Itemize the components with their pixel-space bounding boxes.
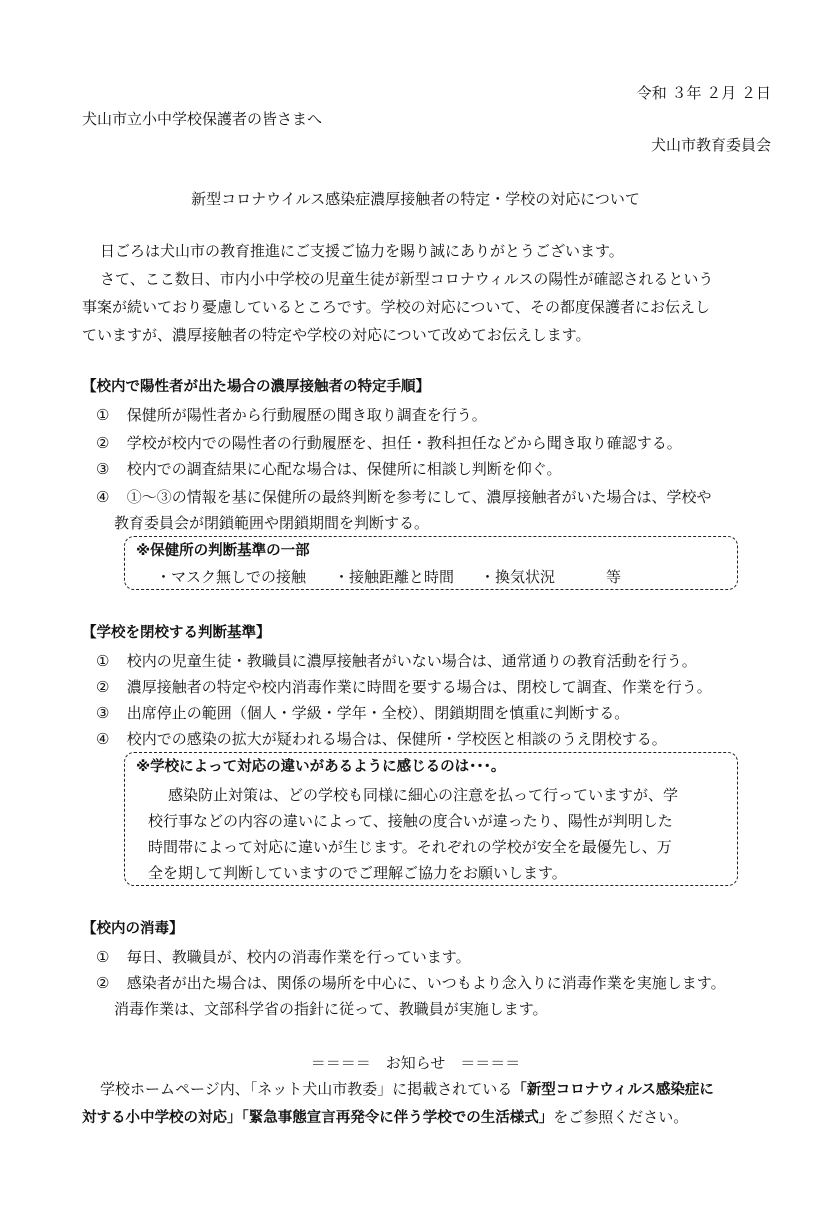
notice-emphasis: 「新型コロナウィルス感染症に [512,1082,714,1098]
item-text: 校内での調査結果に心配な場合は、保健所に相談し判断を仰ぐ。 [126,460,562,478]
explanation-box-title: ※学校によって対応の違いがあるように感じるのは･･･。 [136,759,506,775]
item-number: ③ [96,460,110,478]
intro-line-4: ていますが、濃厚接触者の特定や学校の対応について改めてお伝えします。 [82,326,591,344]
item-number: ② [96,678,110,696]
item-number: ① [96,948,110,966]
list-item [96,944,471,970]
section-heading-closure: 【学校を閉校する判断基準】 [82,625,271,641]
explanation-line-3: 時間帯によって対応に違いが生じます。それぞれの学校が安全を最優先し、万 [148,838,672,856]
criteria-etc: 等 [606,568,622,586]
item-number: ① [96,406,110,424]
criteria-item: ・換気状況 [480,568,556,586]
document-title: 新型コロナウイルス感染症濃厚接触者の特定・学校の対応について [191,190,640,208]
explanation-line-2: 校行事などの内容の違いによって、接触の度合いが違ったり、陽性が判明した [148,812,673,830]
notice-line-2 [82,1104,688,1131]
criteria-item: ・マスク無しでの接触 [156,568,307,586]
item-number: ④ [96,730,110,748]
list-item [96,456,561,482]
notice-text: をご参照ください。 [553,1108,689,1126]
explanation-line-1: 感染防止対策は、どの学校も同様に細心の注意を払って行っていますが、学 [168,786,679,804]
criteria-item: ・接触距離と時間 [334,568,455,586]
notice-heading: ＝＝＝＝ お知らせ ＝＝＝＝ [310,1054,521,1072]
list-item [96,648,697,674]
list-item [96,430,682,456]
recipient-line: 犬山市立小中学校保護者の皆さまへ [82,110,323,128]
item-text: 濃厚接触者の特定や校内消毒作業に時間を要する場合は、閉校して調査、作業を行う。 [126,678,712,696]
list-item [96,484,712,510]
list-item [96,726,667,752]
intro-line-2: さて、ここ数日、市内小中学校の児童生徒が新型コロナウィルスの陽性が確認されるという [100,270,714,288]
item-number: ② [96,974,110,992]
item-number: ④ [96,488,110,506]
notice-text: 学校ホームページ内、「ネット犬山市教委」に掲載されている [100,1080,513,1098]
item-text: 校内での感染の拡大が疑われる場合は、保健所・学校医と相談のうえ閉校する。 [126,730,667,748]
notice-line-1 [100,1076,714,1103]
list-item [96,700,629,726]
explanation-line-4: 全を期して判断していますのでご理解ご協力をお願いします。 [148,864,567,882]
item-text: 出席停止の範囲（個人・学級・学年・全校）、閉鎖期間を慎重に判断する。 [126,704,630,722]
sender-line: 犬山市教育委員会 [650,136,771,154]
intro-line-1: 日ごろは犬山市の教育推進にご支援ご協力を賜り誠にありがとうございます。 [100,242,624,260]
item-text: ①～③の情報を基に保健所の最終判断を参考にして、濃厚接触者がいた場合は、学校や [126,488,712,506]
list-item [96,970,726,996]
list-item [96,402,487,428]
document-date: 令和 ３年 ２月 ２日 [636,84,771,102]
criteria-box-title: ※保健所の判断基準の一部 [136,543,310,559]
item-number: ① [96,652,110,670]
item-text: 感染者が出た場合は、関係の場所を中心に、いつもより念入りに消毒作業を実施します。 [126,974,726,992]
item-number: ② [96,434,110,452]
item-text: 校内の児童生徒・教職員に濃厚接触者がいない場合は、通常通りの教育活動を行う。 [126,652,697,670]
notice-emphasis: 対する小中学校の対応」「緊急事態宣言再発令に伴う学校での生活様式」 [82,1110,554,1126]
section-heading-disinfection: 【校内の消毒】 [82,921,184,937]
section-heading-identification: 【校内で陽性者が出た場合の濃厚接触者の特定手順】 [82,379,430,395]
item-continuation: 教育委員会が閉鎖範囲や閉鎖期間を判断する。 [114,514,430,532]
list-item [96,674,712,700]
item-text: 保健所が陽性者から行動履歴の聞き取り調査を行う。 [126,406,487,424]
item-number: ③ [96,704,110,722]
item-text: 毎日、教職員が、校内の消毒作業を行っています。 [126,948,471,966]
item-text: 学校が校内での陽性者の行動履歴を、担任・教科担任などから聞き取り確認する。 [126,434,682,452]
intro-line-3: 事案が続いており憂慮しているところです。学校の対応について、その都度保護者にお伝えし [82,298,711,316]
disinfection-note: 消毒作業は、文部科学省の指針に従って、教職員が実施します。 [114,1000,548,1018]
